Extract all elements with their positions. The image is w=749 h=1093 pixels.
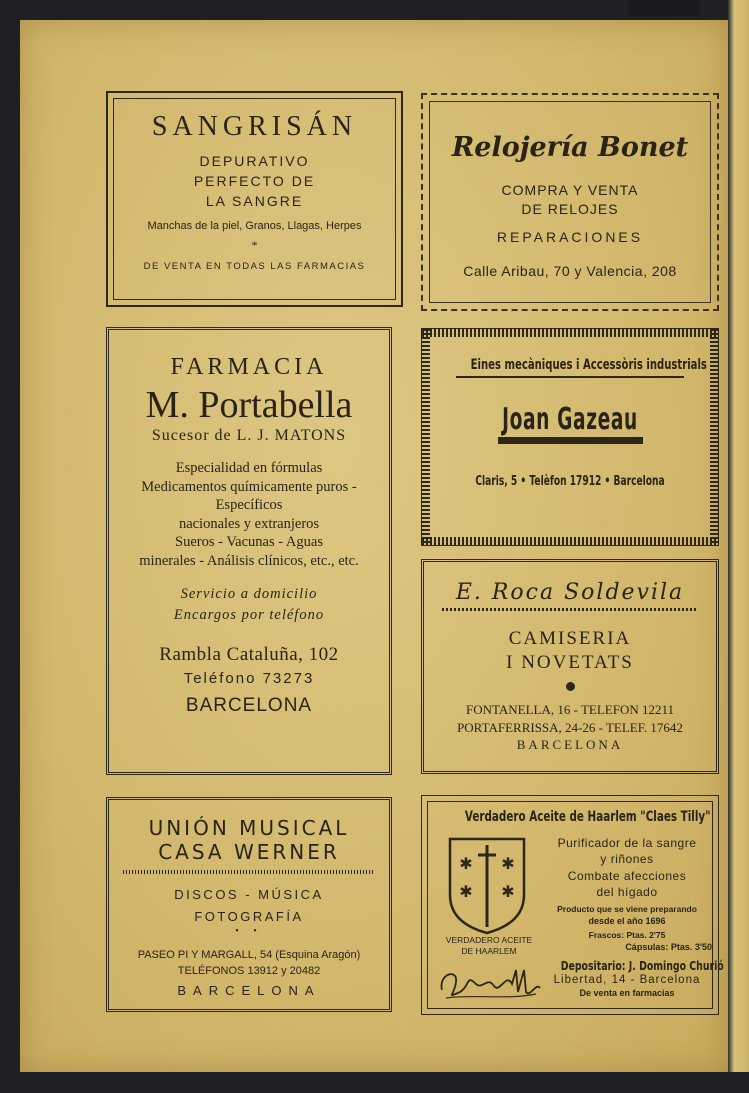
werner-line-2: CASA WERNER [158, 840, 340, 864]
werner-line-4: FOTOGRAFÍA [194, 909, 304, 924]
book-spine [728, 0, 749, 1093]
sangrisan-star: * [251, 238, 258, 252]
ad-aceite-haarlem [421, 795, 724, 1015]
werner-dots: • • [235, 926, 263, 937]
portabella-service-2: Encargos por teléfono [173, 607, 325, 623]
bonet-line-2: DE RELOJES [521, 201, 619, 217]
haarlem-caption-2: DE HAARLEM [461, 946, 517, 956]
haarlem-price-bottles: Frascos: Ptas. 2'75 [588, 930, 666, 940]
sangrisan-title: SANGRISÁN [151, 111, 358, 142]
bonet-address: Calle Aribau, 70 y Valencia, 208 [463, 263, 677, 279]
gazeau-border-right [710, 329, 718, 545]
portabella-service-1: Servicio a domicilio [180, 586, 318, 602]
werner-rule [123, 870, 375, 874]
portabella-body-line: minerales - Análisis clínicos, etc., etc. [139, 552, 359, 569]
shield-emblem-icon [444, 835, 530, 935]
scan-bottom-edge [0, 1072, 749, 1093]
sangrisan-conditions: Manchas de la piel, Granos, Llagas, Herpes [147, 220, 362, 232]
portabella-body-line: nacionales y extranjeros [178, 515, 320, 532]
portabella-body [109, 459, 389, 570]
bonet-line-1: COMPRA Y VENTA [501, 182, 639, 198]
ad-joan-gazeau [421, 328, 719, 546]
gazeau-border-bottom [422, 537, 718, 545]
haarlem-claim-2b: del hígado [596, 885, 658, 899]
haarlem-title: Verdadero Aceite de Haarlem "Claes Tilly" [464, 809, 711, 825]
haarlem-sold-in: De venta en farmacias [579, 988, 675, 998]
werner-address-2: TELÉFONOS 13912 y 20482 [177, 965, 321, 977]
svg-text:✱: ✱ [501, 856, 515, 873]
roca-line-1: CAMISERIA [508, 628, 632, 649]
werner-line-3: DISCOS - MÚSICA [174, 887, 324, 902]
roca-title: E. Roca Soldevila [455, 580, 685, 605]
haarlem-price-capsules: Cápsulas: Ptas. 3'50 [625, 942, 712, 952]
roca-line-2: I NOVETATS [506, 652, 634, 673]
portabella-name: M. Portabella [145, 384, 353, 426]
ad-farmacia-portabella [106, 327, 392, 775]
portabella-body-line: Medicamentos químicamente puros - Específicos [141, 478, 357, 513]
page-corner-mark [628, 0, 700, 16]
gazeau-name: Joan Gazeau [502, 402, 638, 437]
gazeau-tagline: Eines mecàniques i Accessòris industrials [470, 357, 707, 373]
roca-bullet [566, 682, 575, 691]
haarlem-caption-1: VERDADERO ACEITE [445, 935, 533, 945]
bonet-repairs: REPARACIONES [496, 229, 644, 245]
roca-city: BARCELONA [516, 737, 624, 752]
gazeau-border-left [422, 329, 430, 545]
ad-roca-soldevila [421, 559, 719, 774]
gazeau-bar [498, 437, 643, 444]
werner-city: BARCELONA [177, 983, 321, 998]
haarlem-claim-2a: Combate afecciones [567, 869, 687, 883]
haarlem-emblem-caption [432, 935, 546, 957]
werner-line-1: UNIÓN MUSICAL [148, 816, 350, 840]
haarlem-since-1: Producto que se viene preparando [557, 904, 697, 914]
portabella-successor: Sucesor de L. J. MATONS [151, 427, 347, 444]
portabella-body-line: Especialidad en fórmulas [175, 460, 323, 476]
svg-text:✱: ✱ [501, 884, 515, 901]
portabella-phone: Teléfono 73273 [183, 670, 315, 687]
haarlem-depot: Depositario: J. Domingo Churió [560, 959, 724, 973]
haarlem-claim-1b: y riñones [600, 852, 654, 866]
sangrisan-line-1: DEPURATIVO [199, 153, 310, 169]
signature-icon [436, 964, 544, 1002]
sangrisan-line-3: LA SANGRE [205, 193, 304, 209]
ad-sangrisan [106, 91, 403, 307]
portabella-heading: FARMACIA [170, 354, 328, 380]
haarlem-since-2: desde el año 1696 [588, 916, 666, 926]
haarlem-text-column [542, 835, 724, 999]
ad-casa-werner [106, 797, 392, 1012]
svg-text:✱: ✱ [459, 884, 473, 901]
portabella-service [109, 584, 389, 626]
haarlem-claim-1a: Purificador de la sangre [557, 836, 697, 850]
werner-address-1: PASEO PI Y MARGALL, 54 (Esquina Aragón) [137, 949, 361, 961]
magazine-page [20, 20, 728, 1072]
roca-dotted-rule [442, 608, 698, 611]
gazeau-footer: Claris, 5 • Telèfon 17912 • Barcelona [475, 474, 665, 489]
bonet-title: Relojería Bonet [451, 132, 689, 163]
gazeau-rule [456, 376, 684, 378]
sangrisan-line-2: PERFECTO DE [193, 173, 316, 189]
portabella-body-line: Sueros - Vacunas - Aguas [175, 534, 323, 550]
gazeau-border-top [422, 329, 718, 337]
roca-address-1: FONTANELLA, 16 - TELEFON 12211 [465, 702, 675, 717]
portabella-city: BARCELONA [185, 695, 313, 716]
portabella-address: Rambla Cataluña, 102 [159, 644, 339, 665]
haarlem-street: Libertad, 14 - Barcelona [553, 974, 701, 986]
roca-address-2: PORTAFERRISSA, 24-26 - TELEF. 17642 [457, 720, 683, 735]
svg-text:✱: ✱ [459, 856, 473, 873]
sangrisan-footer: DE VENTA EN TODAS LAS FARMACIAS [143, 261, 366, 272]
ad-relojeria-bonet [421, 93, 719, 311]
